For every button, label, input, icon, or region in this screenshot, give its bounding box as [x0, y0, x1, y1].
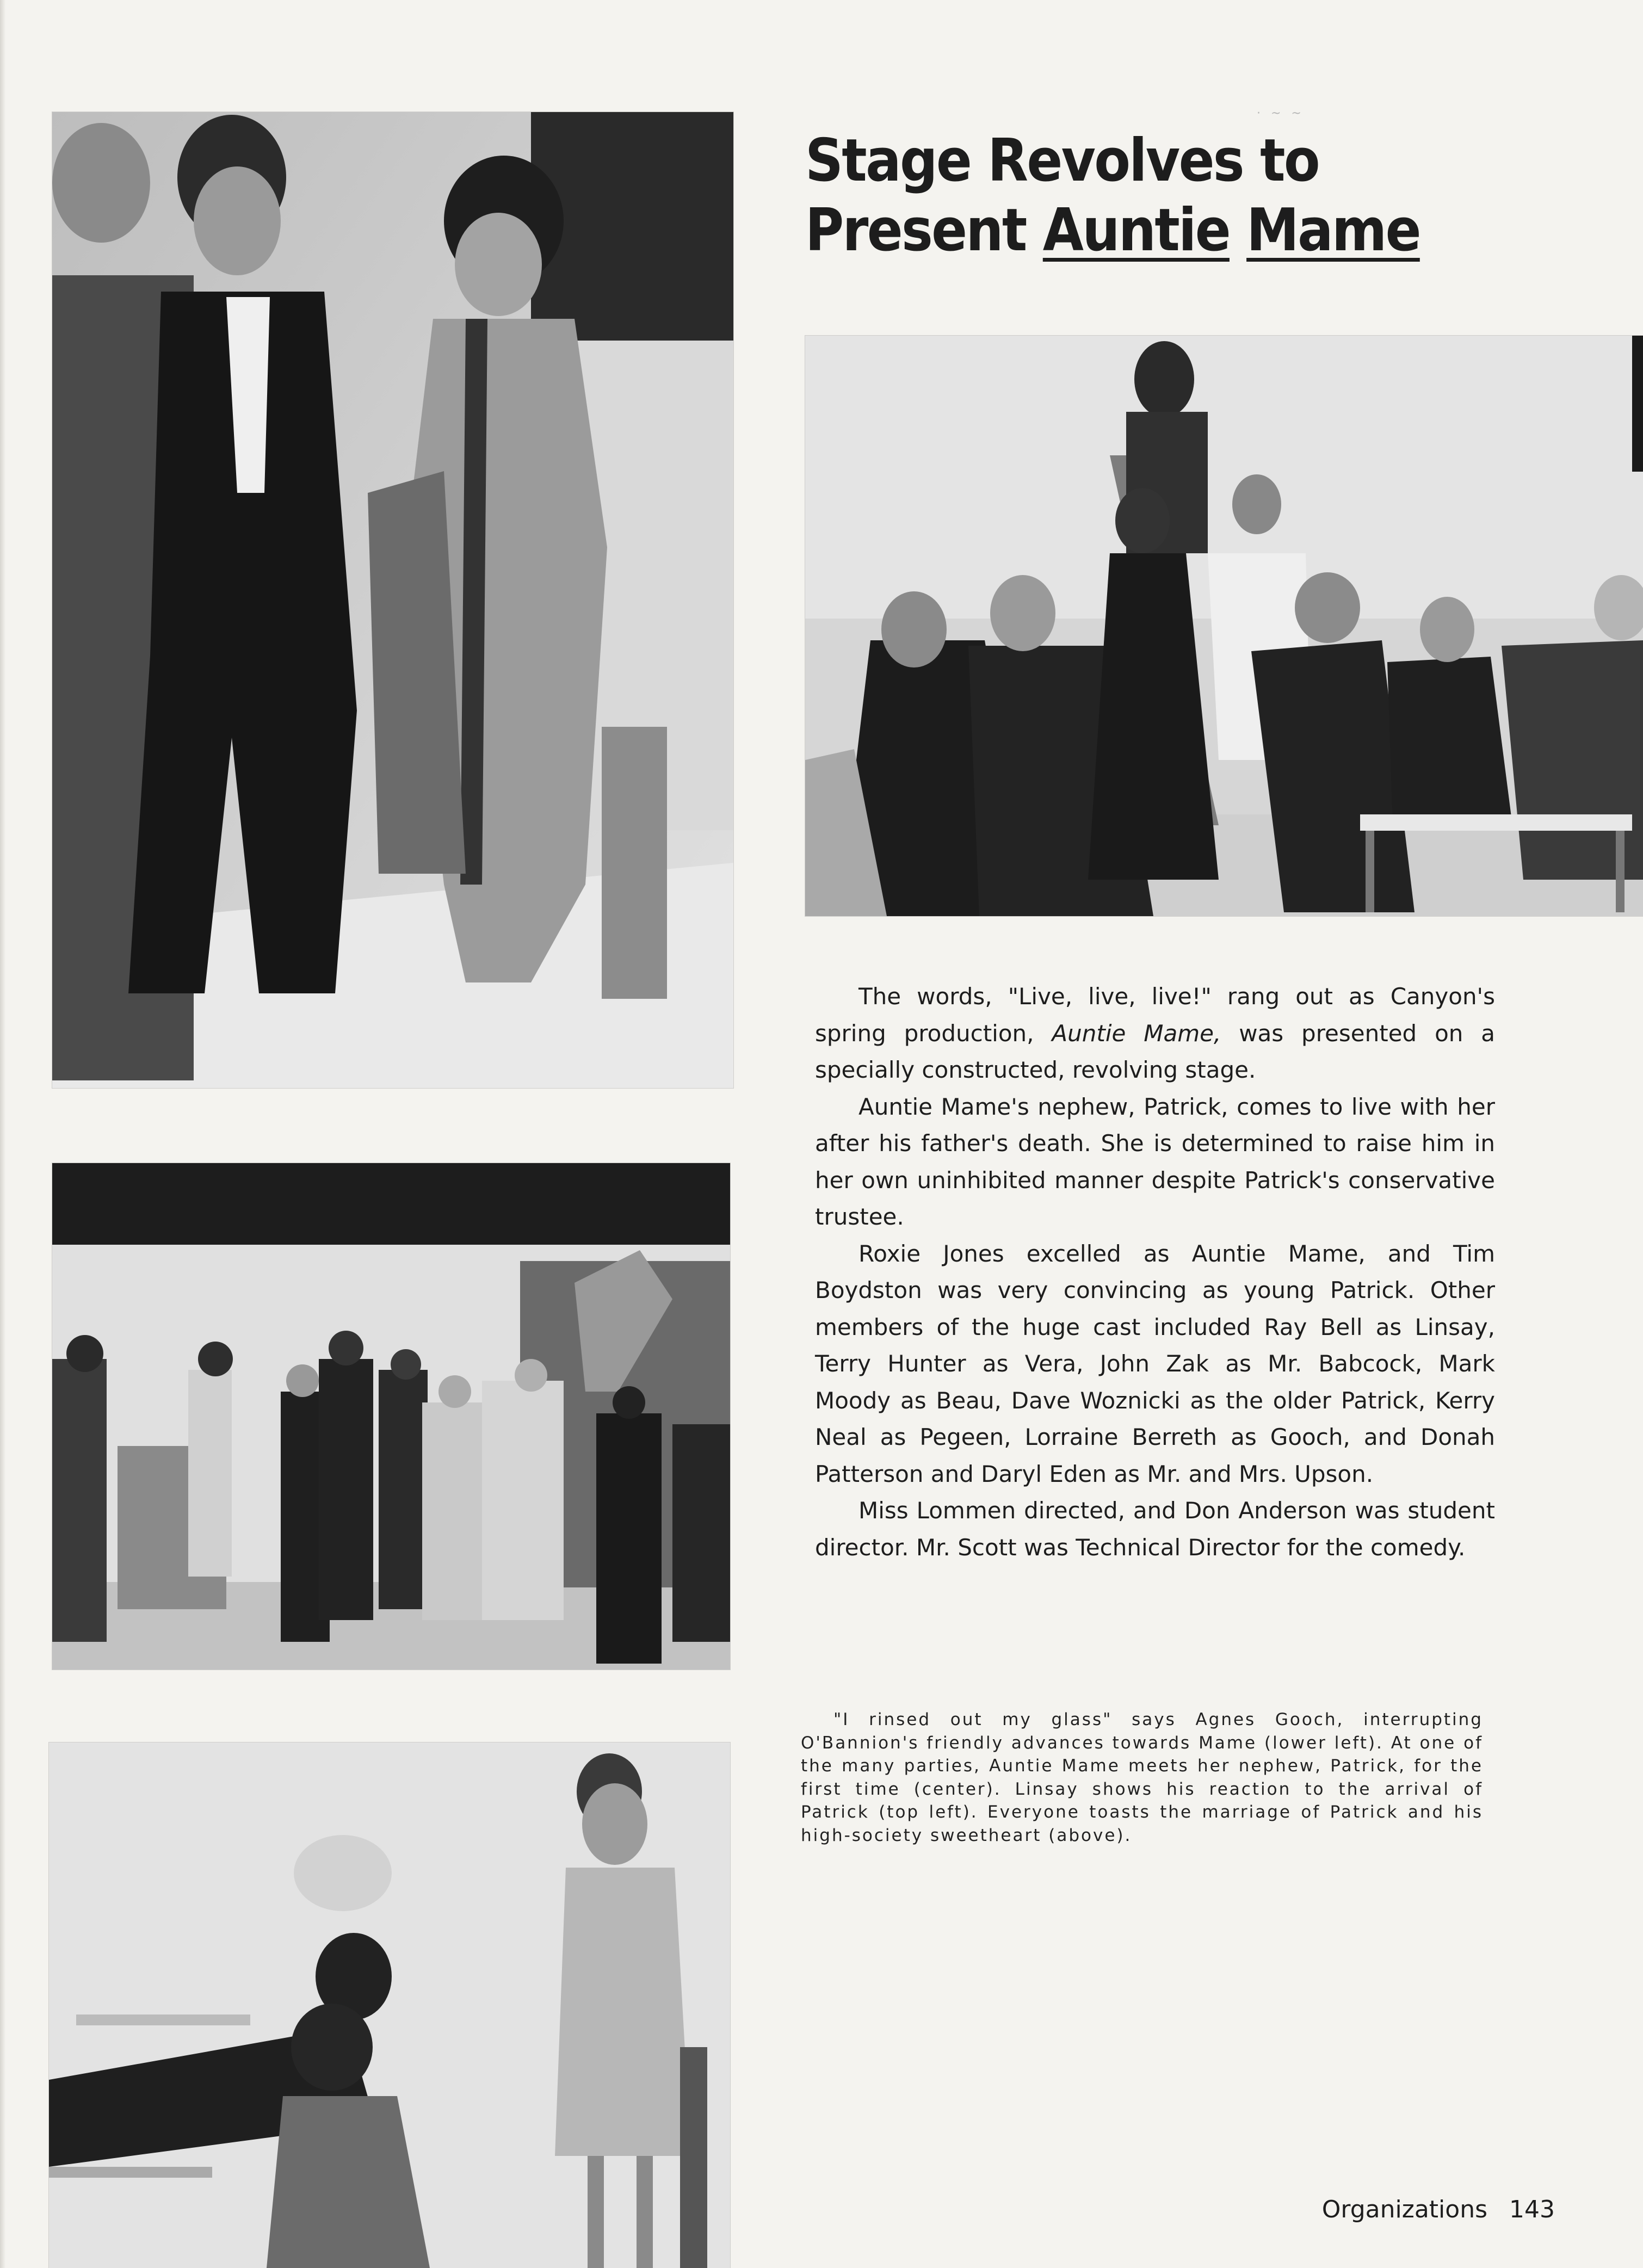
- title-word-mame: Mame: [1246, 196, 1420, 264]
- photo-bottom-left-image: [49, 1742, 730, 2268]
- photo-middle-left-party: [52, 1163, 730, 1670]
- faint-pencil-mark: · ~ ~: [1257, 107, 1305, 120]
- photo-top-right-image: [805, 336, 1643, 916]
- body-paragraph-4: Miss Lommen directed, and Don Anderson was student director. Mr. Scott was Technical Director for the comedy.: [815, 1497, 1495, 1561]
- photo-top-left-linsay-reaction: [52, 112, 733, 1088]
- title-line-1: Stage Revolves to: [805, 127, 1319, 195]
- article-body: [815, 978, 1495, 1566]
- page-binding-shadow: [0, 0, 5, 2268]
- footer-section: Organizations: [1321, 2196, 1488, 2223]
- title-line-2: [805, 196, 1442, 265]
- caption-text: "I rinsed out my glass" says Agnes Gooch, interrupting O'Bannion's friendly advances towards Mame (lower left). At one of the many parties, Auntie Mame meets her nephew, Patrick, for the first time (center). Linsay shows his reaction to the arrival of Patrick (top left). Everyone toasts the marriage of Patrick and his high-society sweetheart (above).: [801, 1710, 1483, 1845]
- title-word-auntie: Auntie: [1042, 196, 1230, 264]
- paragraph-1-text-start: The words, "Live, live, live!" rang out as Canyon's spring production,: [815, 983, 1495, 1047]
- photo-bottom-left-gooch: [49, 1742, 730, 2268]
- photo-middle-left-image: [52, 1163, 730, 1670]
- body-paragraph-1: [815, 978, 1495, 1089]
- title-prefix: Present: [805, 196, 1026, 264]
- paragraph-1-play-title: Auntie Mame,: [1052, 1019, 1221, 1047]
- photo-top-left-image: [52, 112, 733, 1088]
- photo-caption: [801, 1708, 1483, 1847]
- paragraph-1-text-end: was presented on a specially constructed, revolving stage.: [815, 1019, 1496, 1083]
- body-paragraph-2: Auntie Mame's nephew, Patrick, comes to live with her after his father's death. She is determined to raise him in her own uninhibited manner despite Patrick's conservative trustee.: [815, 1093, 1495, 1230]
- photo-top-right-toast: [805, 336, 1643, 916]
- body-paragraph-3: Roxie Jones excelled as Auntie Mame, and Tim Boydston was very convincing as young Patrick. Other members of the huge cast included Ray Bell as Linsay, Terry Hunter as Vera, John Zak as Mr. Babcock, Mark Moody as Beau, Dave Woznicki as the older Patrick, Kerry Neal as Pegeen, Lorraine Berreth as Gooch, and Donah Patterson and Daryl Eden as Mr. and Mrs. Upson.: [815, 1240, 1495, 1487]
- page-footer: [1322, 2196, 1555, 2223]
- page-number: 143: [1509, 2196, 1555, 2223]
- article-title: [805, 126, 1442, 265]
